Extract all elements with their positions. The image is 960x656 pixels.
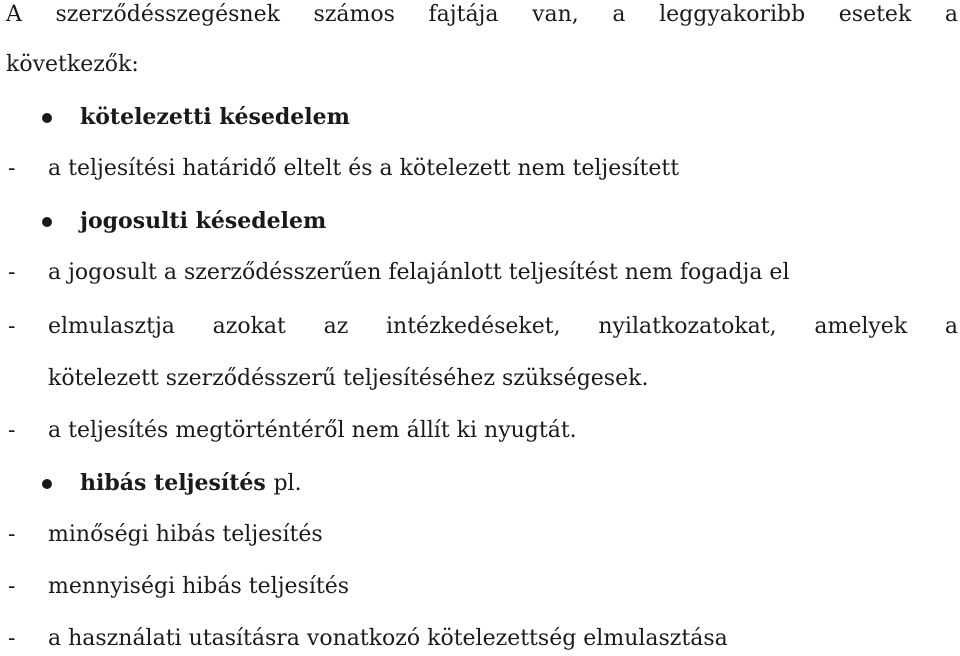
- intro-line-1: A szerződésszegésnek számos fajtája van, a leggyakoribb esetek a: [6, 2, 958, 27]
- dash-item-text: a teljesítési határidő eltelt és a kötelezett nem teljesített: [48, 156, 680, 181]
- dash-item: [0, 154, 960, 184]
- bullet-item-jogosulti-kesedelem: [0, 206, 960, 236]
- dash-item-text: a teljesítés megtörténtéről nem állít ki nyugtát.: [48, 418, 577, 443]
- bullet-dot-icon: [42, 113, 52, 123]
- dash-marker: -: [8, 156, 16, 181]
- bullet-dot-icon: [42, 217, 52, 227]
- dash-item-text: a jogosult a szerződésszerűen felajánlott teljesítést nem fogadja el: [48, 260, 790, 285]
- dash-marker: -: [8, 314, 16, 339]
- dash-marker: -: [8, 260, 16, 285]
- dash-marker: -: [8, 626, 16, 651]
- dash-item-continuation: kötelezett szerződésszerű teljesítéséhez szükségesek.: [48, 366, 649, 391]
- bullet-item-hibas-teljesites: [0, 468, 960, 498]
- dash-marker: -: [8, 574, 16, 599]
- dash-item: [0, 624, 960, 654]
- dash-item: [0, 520, 960, 550]
- dash-item: [0, 312, 960, 342]
- dash-item-text: elmulasztja azokat az intézkedéseket, nyilatkozatokat, amelyek a: [48, 314, 958, 339]
- dash-item-text: mennyiségi hibás teljesítés: [48, 574, 350, 599]
- intro-line-2: következők:: [6, 52, 139, 77]
- bullet-item-kotelezetti-kesedelem: [0, 102, 960, 132]
- dash-item-text: minőségi hibás teljesítés: [48, 522, 323, 547]
- bullet-heading: kötelezetti késedelem: [80, 104, 350, 130]
- dash-item-text: a használati utasításra vonatkozó kötelezettség elmulasztása: [48, 626, 728, 651]
- dash-marker: -: [8, 418, 16, 443]
- bullet-heading: [80, 468, 302, 499]
- dash-item: [0, 258, 960, 288]
- dash-marker: -: [8, 522, 16, 547]
- bullet-heading: jogosulti késedelem: [80, 208, 327, 234]
- dash-item: [0, 572, 960, 602]
- bullet-heading-suffix: pl.: [273, 471, 302, 496]
- bullet-heading-text: hibás teljesítés: [80, 470, 266, 496]
- bullet-dot-icon: [42, 479, 52, 489]
- dash-item: [0, 416, 960, 446]
